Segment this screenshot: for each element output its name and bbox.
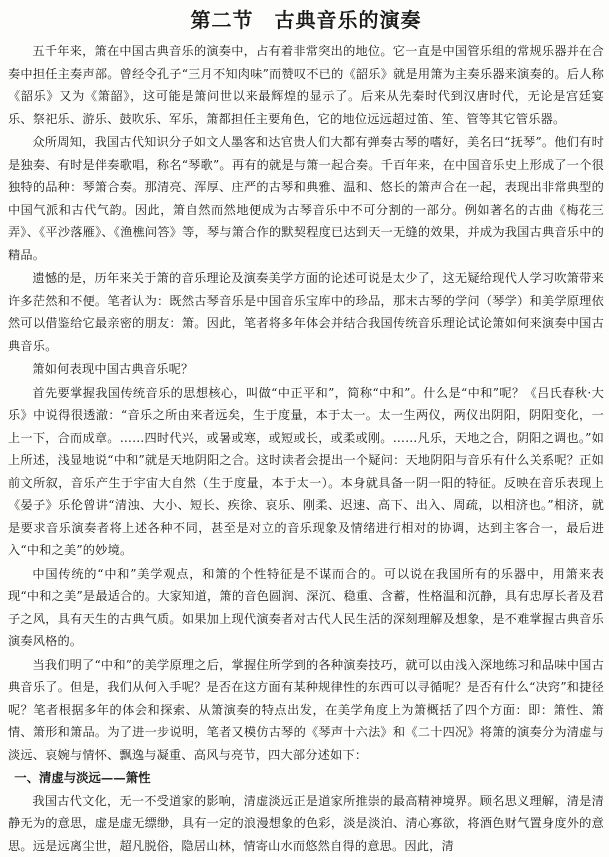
document-page	[8, 6, 604, 822]
paragraph-5: 首先要掌握我国传统音乐的思想核心，叫做“中正平和”，简称“中和”。什么是“中和”呢？《吕氏春秋·大乐》中说得很透澈：“音乐之所由来者远矣，生于度量，本于太一。太一生两仪，两仪出阴阳，阴阳变化，一上一下，合而成章。……四时代兴，或暑或寒，或短或长，或柔或刚。……凡乐，天地之合，阴阳之调也。”如上所述，浅显地说“中和”就是天地阴阳之合。这时读者会提出一个疑问：天地阴阳与音乐有什么关系呢？正如前文所叙，音乐产生于宇宙大自然（生于度量，本于太一）。本身就具备一阴一阳的特征。反映在音乐表现上《晏子》乐伦曾讲“清浊、大小、短长、疾徐、哀乐、刚柔、迟速、高下、出入、周疏，以相济也。”相济，就是要求音乐演奏者将上述各种不同，甚至是对立的音乐现象及情绪进行相对的协调，达到主客合一，最后进入“中和之美”的妙境。	[8, 382, 604, 562]
paragraph-1: 五千年来，箫在中国古典音乐的演奏中，占有着非常突出的地位。它一直是中国管乐组的常规乐器并在合奏中担任主奏声部。曾经令孔子“三月不知肉味”而赞叹不已的《韶乐》就是用箫为主奏乐器来演奏的。后人称《韶乐》又为《箫韶》，这可能是箫问世以来最辉煌的显示了。后来从先秦时代到汉唐时代，无论是宫廷宴乐、祭祀乐、游乐、鼓吹乐、军乐，箫都担任主要角色，它的地位远远超过笛、笙、管等其它管乐器。	[8, 40, 604, 130]
section-title: 第二节 古典音乐的演奏	[8, 6, 604, 34]
subsection-heading: 一、清虚与淡远——箫性	[8, 767, 604, 790]
paragraph-6: 中国传统的“中和”美学观点，和箫的个性特征是不谋而合的。可以说在我国所有的乐器中，用箫来表现“中和之美”是最适合的。大家知道，箫的音色圆润、深沉、稳重、含蓄，性格温和沉静，具有忠厚长者及君子之风，具有天生的古典气质。如果加上现代演奏者对古代人民生活的深刻理解及想象，是不难掌握古典音乐演奏风格的。	[8, 563, 604, 653]
paragraph-2: 众所周知，我国古代知识分子如文人墨客和达官贵人们大都有弹奏古琴的嗜好，美名曰“抚琴”。他们有时是独奏、有时是伴奏歌唱，称名“琴歌”。再有的就是与箫一起合奏。千百年来，在中国音乐史上形成了一个很独特的品种：琴箫合奏。那清亮、浑厚、庄严的古琴和典雅、温和、悠长的箫声合在一起，表现出非常典型的中国气派和古代气韵。因此，箫自然而然地便成为古琴音乐中不可分割的一部分。例如著名的古曲《梅花三弄》、《平沙落雁》、《渔樵问答》等，琴与箫合作的默契程度已达到天一无缝的效果，并成为我国古典音乐中的精品。	[8, 131, 604, 266]
paragraph-7: 当我们明了“中和”的美学原理之后，掌握住所学到的各种演奏技巧，就可以由浅入深地练习和品味中国古典音乐了。但是，我们从何入手呢？是否在这方面有某种规律性的东西可以寻循呢？是否有什么“决窍”和捷径呢？笔者根据多年的体会和探索、从箫演奏的特点出发，在美学角度上为箫概括了四个方面：即：箫性、箫情、箫形和箫品。为了进一步说明，笔者又模仿古琴的《琴声十六法》和《二十四况》将箫的演奏分为清虚与淡远、哀婉与情怀、飘逸与凝重、高风与亮节，四大部分述如下：	[8, 654, 604, 767]
paragraph-3: 遗憾的是，历年来关于箫的音乐理论及演奏美学方面的论述可说是太少了，这无疑给现代人学习吹箫带来许多茫然和不便。笔者认为：既然古琴音乐是中国音乐宝库中的珍品，那末古琴的学问（琴学）和美学原理依然可以借鉴给它最亲密的朋友：箫。因此，笔者将多年体会并结合我国传统音乐理论试论箫如何来演奏中国古典音乐。	[8, 267, 604, 357]
paragraph-8: 我国古代文化，无一不受道家的影响，清虚淡远正是道家所推崇的最高精神境界。顾名思义理解，清是清静无为的意思，虚是虚无缥缈，具有一定的浪漫想象的色彩，淡是淡泊、清心寡欲，将酒色财气置身度外的意思。远是远离尘世，超凡脱俗，隐居山林，情寄山水而悠然自得的意思。因此，清	[8, 790, 604, 857]
paragraph-4-question: 箫如何表现中国古典音乐呢？	[8, 358, 604, 381]
